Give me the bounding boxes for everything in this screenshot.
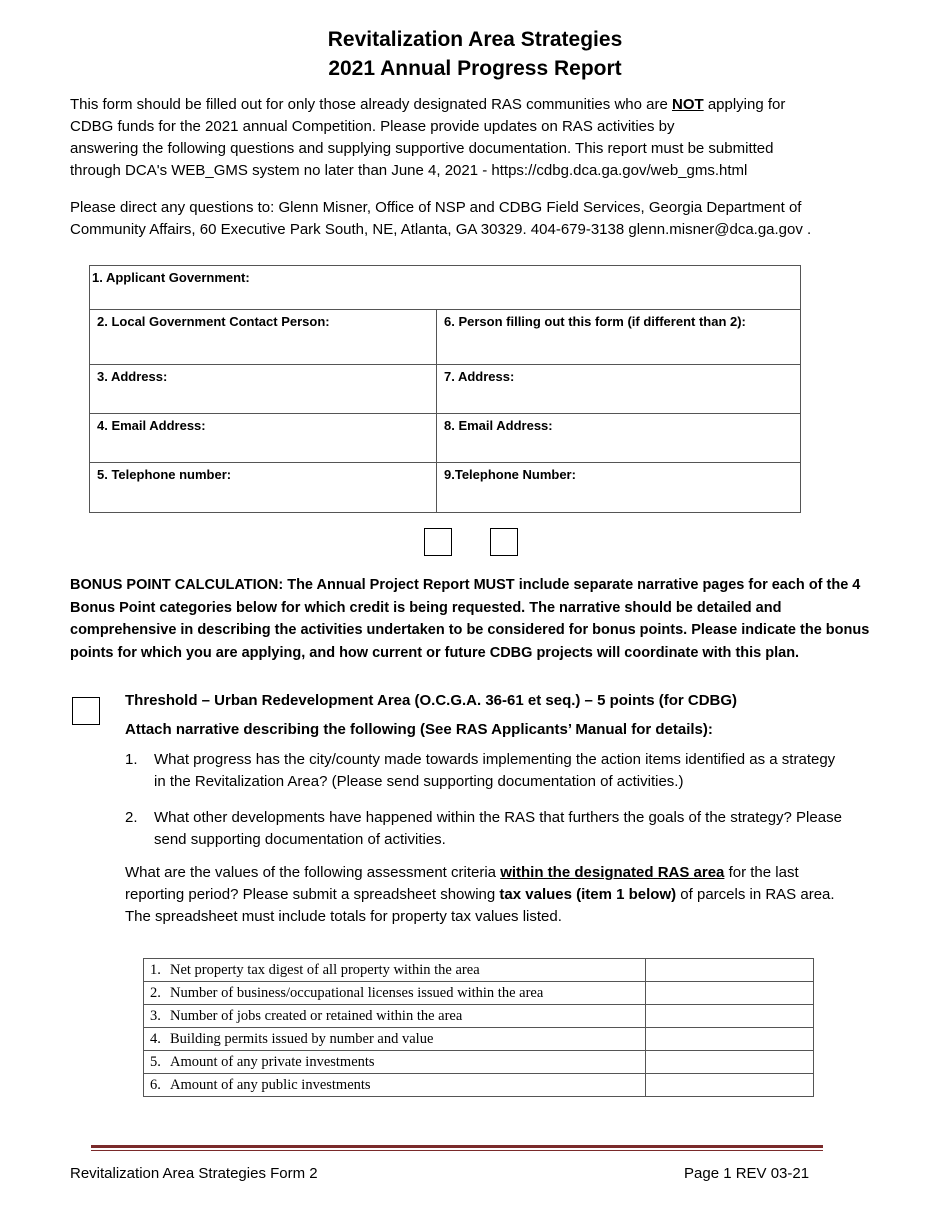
footer-form-name: Revitalization Area Strategies Form 2 [70, 1165, 318, 1182]
criteria-label: Number of jobs created or retained within the area [166, 1005, 646, 1028]
question-text-line-2: send supporting documentation of activities. [154, 831, 446, 848]
page-title [0, 25, 950, 83]
tax-values-emphasis: tax values (item 1 below) [499, 886, 677, 903]
threshold-heading: Threshold – Urban Redevelopment Area (O.C.G.A. 36-61 et seq.) – 5 points (for CDBG) [125, 692, 738, 709]
contact-paragraph [70, 197, 870, 241]
question-text-line-2: in the Revitalization Area? (Please send supporting documentation of activities.) [154, 773, 684, 790]
assessment-line-3: The spreadsheet must include totals for property tax values listed. [125, 908, 562, 925]
question-item [125, 807, 880, 851]
question-number: 2. [125, 809, 138, 826]
criteria-number: 2. [144, 982, 167, 1005]
footer-rule-thick [91, 1145, 823, 1148]
attach-narrative-heading: Attach narrative describing the following (See RAS Applicants’ Manual for details): [125, 721, 713, 738]
criteria-label: Net property tax digest of all property within the area [166, 959, 646, 982]
criteria-number: 1. [144, 959, 167, 982]
bonus-point-instructions [70, 574, 892, 664]
contact-line-1: Please direct any questions to: Glenn Misner, Office of NSP and CDBG Field Services, Georgia Department of [70, 199, 802, 216]
criteria-value-field[interactable] [646, 982, 814, 1005]
alt-telephone-field[interactable] [437, 463, 801, 513]
alt-address-field[interactable] [437, 365, 801, 414]
question-item [125, 749, 880, 793]
threshold-checkbox[interactable] [72, 697, 100, 725]
assessment-text: What are the values of the following assessment criteria [125, 864, 501, 881]
criteria-label: Building permits issued by number and value [166, 1028, 646, 1051]
criteria-number: 5. [144, 1051, 167, 1074]
telephone-field[interactable] [90, 463, 437, 513]
applicant-info-table [89, 265, 801, 513]
criteria-value-field[interactable] [646, 1074, 814, 1097]
ras-area-emphasis: within the designated RAS area [500, 864, 725, 881]
criteria-number: 6. [144, 1074, 167, 1097]
telephone-label: 5. Telephone number: [97, 467, 232, 482]
criteria-number: 3. [144, 1005, 167, 1028]
applicant-government-field[interactable] [90, 266, 801, 310]
form-filler-label: 6. Person filling out this form (if different than 2): [444, 314, 746, 329]
email-field[interactable] [90, 414, 437, 463]
blank-checkbox-2[interactable] [490, 528, 518, 556]
table-row [144, 1051, 814, 1074]
bonus-line-1: BONUS POINT CALCULATION: The Annual Project Report MUST include separate narrative pages for each of the 4 [70, 577, 861, 593]
criteria-number: 4. [144, 1028, 167, 1051]
email-label: 4. Email Address: [97, 418, 206, 433]
blank-checkbox-1[interactable] [424, 528, 452, 556]
criteria-label: Amount of any public investments [166, 1074, 646, 1097]
criteria-label: Number of business/occupational licenses issued within the area [166, 982, 646, 1005]
footer-rule-thin [91, 1150, 823, 1151]
intro-line-3: answering the following questions and supplying supportive documentation. This report must be submitted [70, 140, 774, 157]
assessment-line-2: reporting period? Please submit a spreadsheet showing [125, 886, 500, 903]
bonus-line-3: comprehensive in describing the activities undertaken to be considered for bonus points. Please indicate the bonus [70, 622, 870, 638]
contact-person-label: 2. Local Government Contact Person: [97, 314, 330, 329]
assessment-criteria-table [143, 958, 814, 1097]
question-number: 1. [125, 751, 138, 768]
contact-person-field[interactable] [90, 310, 437, 365]
question-text-line-1: What progress has the city/county made towards implementing the action items identified as a strategy [154, 751, 836, 768]
address-label: 3. Address: [97, 369, 168, 384]
assessment-text-end: for the last [724, 864, 799, 881]
title-line-1: Revitalization Area Strategies [327, 28, 623, 51]
question-text-line-1: What other developments have happened within the RAS that furthers the goals of the strategy? Please [154, 809, 842, 826]
assessment-line-2-end: of parcels in RAS area. [676, 886, 835, 903]
intro-line-4: through DCA's WEB_GMS system no later than June 4, 2021 - https://cdbg.dca.ga.gov/web_gms.html [70, 162, 748, 179]
address-field[interactable] [90, 365, 437, 414]
table-row [144, 1028, 814, 1051]
criteria-value-field[interactable] [646, 1028, 814, 1051]
criteria-value-field[interactable] [646, 1005, 814, 1028]
contact-line-2: Community Affairs, 60 Executive Park South, NE, Atlanta, GA 30329. 404-679-3138 glenn.misner@dca.ga.gov . [70, 221, 812, 238]
criteria-value-field[interactable] [646, 959, 814, 982]
alt-email-field[interactable] [437, 414, 801, 463]
bonus-line-4: points for which you are applying, and how current or future CDBG projects will coordinate with this plan. [70, 644, 800, 661]
applicant-government-label: 1. Applicant Government: [92, 270, 250, 285]
alt-email-label: 8. Email Address: [444, 418, 553, 433]
bonus-line-2: Bonus Point categories below for which credit is being requested. The narrative should be detailed and [70, 599, 782, 616]
criteria-label: Amount of any private investments [166, 1051, 646, 1074]
title-line-2: 2021 Annual Progress Report [328, 57, 622, 80]
table-row [144, 1074, 814, 1097]
intro-text: This form should be filled out for only those already designated RAS communities who are [70, 96, 672, 113]
alt-telephone-label: 9.Telephone Number: [444, 467, 576, 482]
table-row [144, 982, 814, 1005]
alt-address-label: 7. Address: [444, 369, 515, 384]
intro-text-end: applying for [703, 96, 786, 113]
assessment-paragraph [125, 862, 870, 928]
criteria-value-field[interactable] [646, 1051, 814, 1074]
table-row [144, 1005, 814, 1028]
intro-not-emphasis: NOT [671, 96, 704, 113]
table-row [144, 959, 814, 982]
footer-page-number: Page 1 REV 03-21 [684, 1165, 810, 1182]
form-filler-field[interactable] [437, 310, 801, 365]
intro-paragraph [70, 94, 860, 182]
intro-line-2: CDBG funds for the 2021 annual Competition. Please provide updates on RAS activities by [70, 118, 675, 135]
